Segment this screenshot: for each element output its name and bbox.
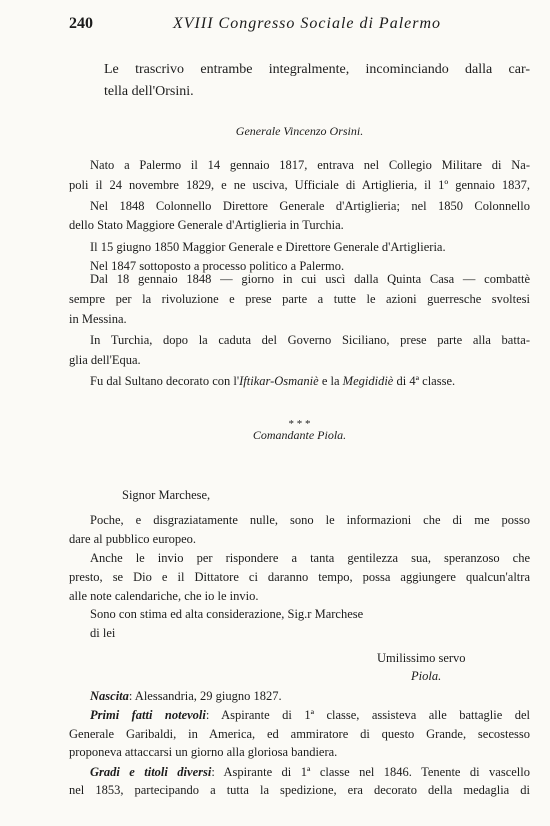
nascita-text: : Alessandria, 29 giugno 1827. <box>128 689 282 703</box>
orsini-p7-order-2: Megididiè <box>342 374 394 388</box>
piola-p2-line-3: alle note calendariche, che io le invio. <box>69 589 259 603</box>
primi-label: Primi fatti notevoli <box>90 708 206 722</box>
orsini-heading: Generale Vincenzo Orsini. <box>235 124 364 138</box>
orsini-p1-line-1: Nato a Palermo il 14 gennaio 1817, entrava nel Collegio Militare di Na- <box>90 158 530 172</box>
primi-text-1: : Aspirante di 1ª classe, assisteva alle battaglie del <box>205 708 531 722</box>
piola-heading: Comandante Piola. <box>252 428 347 442</box>
orsini-p1-line-2: poli il 24 novembre 1829, e ne usciva, Ufficiale di Artiglieria, il 1º gennaio 1837, <box>69 178 530 192</box>
piola-primi-line-1 <box>90 705 530 726</box>
section-separator: * * * <box>288 418 311 430</box>
piola-p3-line-2: di lei <box>90 626 116 640</box>
piola-signature: Piola. <box>411 669 442 683</box>
orsini-p7-text-a: Fu dal Sultano decorato con l' <box>90 374 240 388</box>
gradi-text-1: : Aspirante di 1ª classe nel 1846. Tenente di vascello <box>211 765 530 779</box>
orsini-p5-line-2: sempre per la rivoluzione e prese parte a tutte le azioni guerresche svoltesi <box>69 292 530 306</box>
piola-salutation: Signor Marchese, <box>122 488 211 502</box>
piola-closing: Umilissimo servo <box>377 651 466 665</box>
piola-p2-line-1: Anche le invio per rispondere a tanta gentilezza sua, speranzoso che <box>90 551 530 565</box>
piola-primi-line-2: Generale Garibaldi, in America, ed ammiratore di questo Grande, secostesso <box>69 727 530 741</box>
orsini-p2-line-1: Nel 1848 Colonnello Direttore Generale d'Artiglieria; nel 1850 Colonnello <box>90 199 530 213</box>
piola-p1-line-1: Poche, e disgraziatamente nulle, sono le informazioni che di me posso <box>90 513 530 527</box>
piola-p1-line-2: dare al pubblico europeo. <box>69 532 197 546</box>
intro-line-1: Le trascrivo entrambe integralmente, incominciando dalla car- <box>104 62 530 77</box>
orsini-p5-line-3: in Messina. <box>69 312 127 326</box>
piola-p2-line-2: presto, se Dio e il Dittatore ci daranno tempo, possa aggiungere qualcun'altra <box>69 570 530 584</box>
orsini-p6-line-2: glia dell'Equa. <box>69 353 141 367</box>
running-header <box>69 15 489 37</box>
orsini-p6-line-1: In Turchia, dopo la caduta del Governo Siciliano, prese parte alla batta- <box>90 333 530 347</box>
orsini-p2-line-2: dello Stato Maggiore Generale d'Artiglieria in Turchia. <box>69 218 344 232</box>
orsini-p7-order-1: Iftikar-Osmaniè <box>239 374 319 388</box>
piola-primi-line-3: proponeva attaccarsi un giorno alla gloriosa bandiera. <box>69 745 338 759</box>
piola-p3-line-1: Sono con stima ed alta considerazione, Sig.r Marchese <box>90 607 364 621</box>
nascita-label: Nascita <box>90 689 129 703</box>
gradi-label: Gradi e titoli diversi <box>90 765 212 779</box>
orsini-p7-text-e: di 4ª classe. <box>393 374 456 388</box>
orsini-p7 <box>90 371 530 392</box>
orsini-p3: Il 15 giugno 1850 Maggior Generale e Direttore Generale d'Artiglieria. <box>90 240 446 254</box>
orsini-p5-line-1: Dal 18 gennaio 1848 — giorno in cui uscì dalla Quinta Casa — combattè <box>90 272 530 286</box>
orsini-p4: Nel 1847 sottoposto a processo politico a Palermo. <box>90 259 345 273</box>
piola-gradi-line-2: nel 1853, partecipando a tutta la spedizione, era decorato della medaglia di <box>69 783 530 797</box>
orsini-p7-text-c: e la <box>318 374 343 388</box>
header-title: XVIII Congresso Sociale di Palermo <box>173 15 442 32</box>
intro-line-2: tella dell'Orsini. <box>104 84 194 99</box>
piola-nascita <box>90 686 530 707</box>
page-number: 240 <box>69 15 93 32</box>
